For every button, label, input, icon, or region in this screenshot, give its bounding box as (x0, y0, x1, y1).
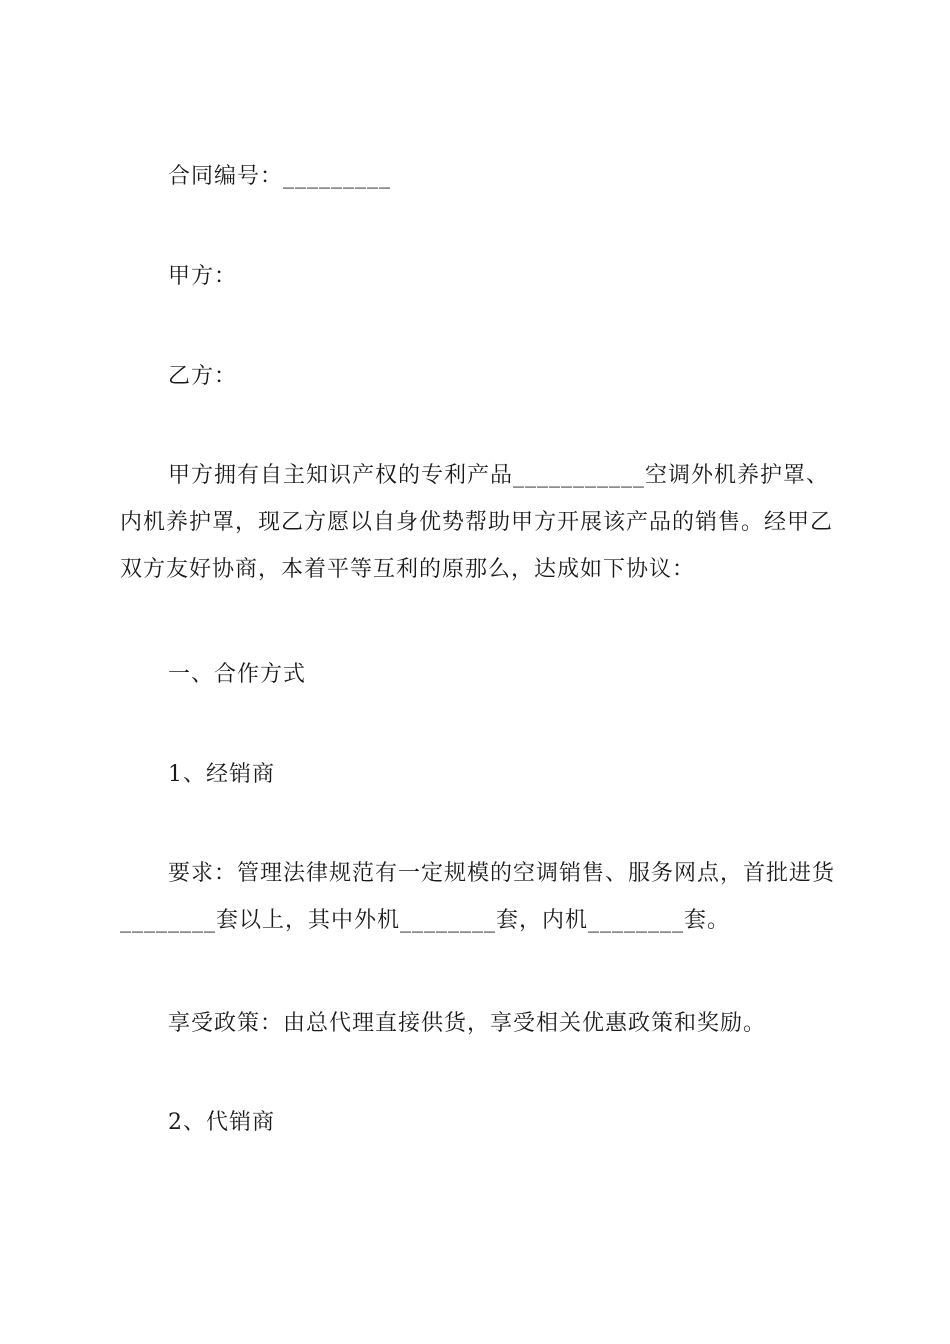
subsection-agent: 2、代销商 (168, 1110, 275, 1135)
party-b: 乙方： (168, 364, 238, 389)
subsection-distributor: 1、经销商 (168, 762, 275, 787)
requirements-paragraph: 要求：管理法律规范有一定规模的空调销售、服务网点，首批进货________套以上，其中外机________套，内机________套。 (120, 861, 836, 933)
policy-paragraph: 享受政策：由总代理直接供货，享受相关优惠政策和奖励。 (168, 1011, 767, 1036)
contract-number: 合同编号：_________ (168, 164, 392, 189)
preamble-paragraph: 甲方拥有自主知识产权的专利产品___________空调外机养护罩、内机养护罩，现乙方愿以自身优势帮助甲方开展该产品的销售。经甲乙双方友好协商，本着平等互利的原那么，达成如下协议： (120, 463, 834, 582)
section-heading-cooperation: 一、合作方式 (168, 662, 307, 687)
party-a: 甲方： (168, 264, 238, 289)
